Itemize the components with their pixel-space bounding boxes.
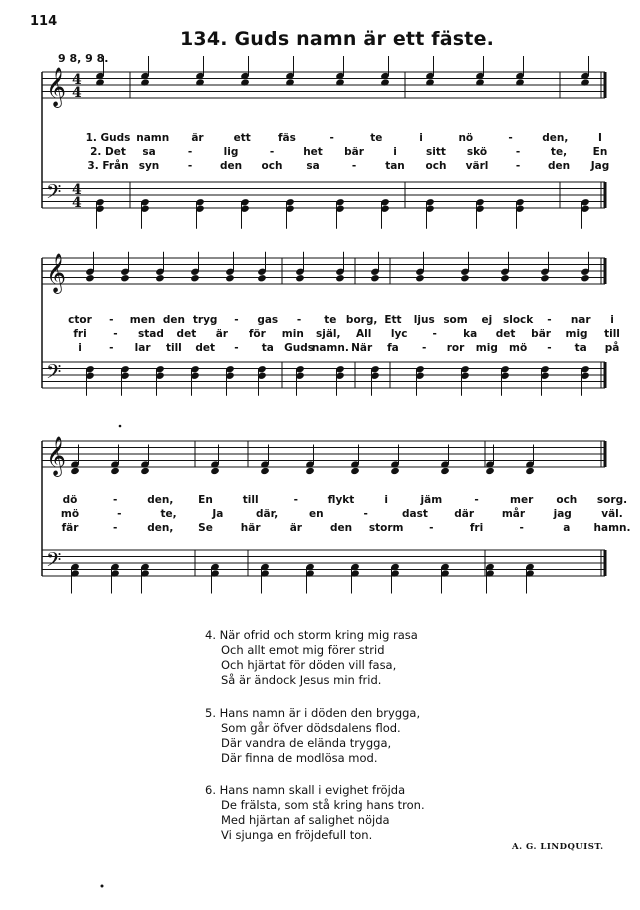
lyric-syllable: mig bbox=[475, 342, 498, 354]
bass-clef: 𝄢 bbox=[46, 180, 62, 208]
lyric-syllable: te, bbox=[160, 508, 177, 520]
lyric-syllable: - bbox=[187, 160, 193, 172]
lyric-syllable: All bbox=[356, 328, 372, 340]
lyric-syllable: syn bbox=[138, 160, 160, 172]
lyric-syllable: det bbox=[495, 328, 516, 340]
lyric-syllable: det bbox=[195, 342, 216, 354]
time-signature: 4 bbox=[72, 195, 82, 211]
lyric-syllable: mö bbox=[60, 508, 80, 520]
lyric-syllable: ej bbox=[481, 314, 493, 326]
lyric-syllable: sitt bbox=[426, 146, 446, 158]
lyric-syllable: tan bbox=[385, 160, 405, 172]
meter: 9 8, 9 8. bbox=[58, 52, 109, 65]
lyric-syllable: nar bbox=[570, 314, 591, 326]
stanza-line: 6. Hans namn skall i evighet fröjda bbox=[205, 783, 406, 797]
lyric-syllable: En bbox=[592, 146, 608, 158]
note-head bbox=[85, 274, 95, 282]
lyric-syllable: mer bbox=[510, 494, 534, 506]
lyric-syllable: Jag bbox=[590, 160, 610, 172]
lyric-syllable: men bbox=[129, 314, 156, 326]
note-head bbox=[350, 467, 360, 475]
lyric-syllable: namn bbox=[136, 132, 170, 144]
stanza-line: 5. Hans namn är i döden den brygga, bbox=[205, 706, 421, 720]
note-head bbox=[155, 274, 165, 282]
lyric-syllable: i bbox=[419, 132, 423, 144]
stanza-line: Som går öfver dödsdalens flod. bbox=[221, 721, 401, 735]
stanza-6 bbox=[205, 783, 425, 843]
note-head bbox=[440, 467, 450, 475]
lyric-syllable: - bbox=[269, 146, 275, 158]
note-head bbox=[120, 274, 130, 282]
lyric-syllable: Ett bbox=[384, 314, 402, 326]
lyric-syllable: ror bbox=[446, 342, 465, 354]
stanza-line: 4. När ofrid och storm kring mig rasa bbox=[205, 628, 418, 642]
lyric-syllable: i bbox=[610, 314, 614, 326]
note-head bbox=[190, 274, 200, 282]
time-signature: 4 bbox=[72, 182, 82, 198]
lyric-syllable: - bbox=[112, 494, 118, 506]
lyric-syllable: ka bbox=[463, 328, 478, 340]
lyric-syllable: här bbox=[240, 522, 261, 534]
lyric-syllable: I bbox=[598, 132, 602, 144]
lyric-syllable: fri bbox=[73, 328, 87, 340]
lyric-syllable: och bbox=[556, 494, 578, 506]
lyric-syllable: - bbox=[519, 522, 524, 534]
lyric-syllable: värl bbox=[465, 160, 489, 172]
time-signature: 4 bbox=[72, 85, 82, 101]
treble-clef: 𝄞 bbox=[46, 67, 67, 107]
lyric-syllable: väl. bbox=[601, 508, 623, 520]
lyric-syllable: borg, bbox=[345, 314, 378, 326]
lyric-syllable: är bbox=[215, 328, 228, 340]
lyric-syllable: den bbox=[162, 314, 185, 326]
note-head bbox=[460, 274, 470, 282]
note-head bbox=[225, 274, 235, 282]
lyric-syllable: - bbox=[515, 146, 521, 158]
page-mark bbox=[101, 885, 104, 888]
lyric-syllable: - bbox=[234, 314, 239, 326]
lyric-syllable: fa bbox=[387, 342, 399, 354]
stanza-line: Med hjärtan af salighet nöjda bbox=[221, 813, 390, 827]
lyric-syllable: 2. Det bbox=[90, 146, 126, 158]
note-head bbox=[70, 467, 80, 475]
lyric-syllable: ctor bbox=[68, 314, 92, 326]
lyric-syllable: - bbox=[474, 494, 479, 506]
lyric-syllable: lyc bbox=[390, 328, 408, 340]
lyric-syllable: Ja bbox=[212, 508, 224, 520]
lyric-syllable: jag bbox=[553, 508, 572, 520]
lyric-syllable: fär bbox=[61, 522, 79, 534]
lyric-syllable: dö bbox=[62, 494, 78, 506]
lyric-syllable: - bbox=[429, 522, 434, 534]
lyric-syllable: Guds bbox=[284, 342, 314, 354]
lyric-syllable: bär bbox=[344, 146, 364, 158]
lyric-syllable: - bbox=[351, 160, 357, 172]
lyric-syllable: - bbox=[117, 508, 122, 520]
stanza-line: Så är ändock Jesus min frid. bbox=[221, 673, 382, 687]
lyric-syllable: den bbox=[547, 160, 571, 172]
lyric-syllable: ta bbox=[574, 342, 587, 354]
note-head bbox=[540, 274, 550, 282]
note-head bbox=[295, 274, 305, 282]
note-head bbox=[110, 467, 120, 475]
lyric-syllable: ta bbox=[261, 342, 274, 354]
lyric-syllable: den bbox=[329, 522, 353, 534]
lyric-syllable: den, bbox=[542, 132, 569, 144]
lyric-syllable: - bbox=[547, 314, 552, 326]
lyric-syllable: min bbox=[281, 328, 304, 340]
lyric-syllable: fri bbox=[469, 522, 484, 534]
stanza-line: Vi sjunga en fröjdefull ton. bbox=[221, 828, 373, 842]
lyric-syllable: te, bbox=[550, 146, 568, 158]
lyric-syllable: lig bbox=[223, 146, 239, 158]
lyric-syllable: Se bbox=[198, 522, 213, 534]
lyric-syllable: dast bbox=[401, 508, 428, 520]
lyric-syllable: är bbox=[191, 132, 204, 144]
lyric-syllable: te bbox=[370, 132, 383, 144]
note-head bbox=[485, 467, 495, 475]
lyric-syllable: - bbox=[293, 494, 299, 506]
lyric-syllable: gas bbox=[257, 314, 279, 326]
author-credit: A. G. LINDQUIST. bbox=[512, 842, 604, 852]
note-head bbox=[260, 467, 270, 475]
lyric-syllable: i bbox=[384, 494, 388, 506]
lyric-syllable: - bbox=[432, 328, 437, 340]
stanza-4 bbox=[205, 628, 418, 688]
lyric-syllable: skö bbox=[466, 146, 488, 158]
treble-clef: 𝄞 bbox=[46, 253, 67, 293]
lyric-syllable: - bbox=[363, 508, 368, 520]
lyric-syllable: namn. bbox=[311, 342, 349, 354]
lyric-syllable: het bbox=[303, 146, 323, 158]
lyric-syllable: - bbox=[329, 132, 334, 144]
lyric-syllable: storm bbox=[368, 522, 404, 534]
lyric-syllable: den, bbox=[147, 494, 174, 506]
lyric-syllable: den, bbox=[147, 522, 174, 534]
lyric-syllable: sa bbox=[142, 146, 156, 158]
page-mark bbox=[119, 425, 122, 428]
lyric-syllable: a bbox=[563, 522, 571, 534]
note-head bbox=[580, 274, 590, 282]
lyric-syllable: När bbox=[351, 342, 373, 354]
lyric-syllable: slock bbox=[502, 314, 534, 326]
lyric-syllable: nö bbox=[458, 132, 474, 144]
lyric-syllable: - bbox=[547, 342, 552, 354]
note-head bbox=[210, 467, 220, 475]
stanza-line: De frälsta, som stå kring hans tron. bbox=[221, 798, 425, 812]
lyric-syllable: - bbox=[109, 314, 114, 326]
lyric-syllable: - bbox=[113, 328, 118, 340]
lyric-syllable: där, bbox=[255, 508, 279, 520]
lyric-syllable: jäm bbox=[420, 494, 443, 506]
lyric-syllable: hamn. bbox=[593, 522, 631, 534]
bass-clef: 𝄢 bbox=[46, 548, 62, 576]
lyric-syllable: ljus bbox=[413, 314, 435, 326]
stanza-line: Där vandra de elända trygga, bbox=[221, 736, 392, 750]
lyric-syllable: den bbox=[219, 160, 243, 172]
lyric-syllable: stad bbox=[137, 328, 164, 340]
stanza-5 bbox=[205, 706, 420, 766]
lyric-syllable: i bbox=[393, 146, 397, 158]
bass-clef: 𝄢 bbox=[46, 360, 62, 388]
lyric-syllable: - bbox=[515, 160, 521, 172]
note-head bbox=[140, 467, 150, 475]
lyric-syllable: som bbox=[443, 314, 468, 326]
lyric-syllable: för bbox=[248, 328, 266, 340]
lyric-syllable: 1. Guds bbox=[85, 132, 131, 144]
lyric-syllable: - bbox=[296, 314, 302, 326]
lyric-syllable: tryg bbox=[192, 314, 218, 326]
lyric-syllable: - bbox=[109, 342, 114, 354]
time-signature: 4 bbox=[72, 72, 82, 88]
lyric-syllable: är bbox=[289, 522, 302, 534]
hymn-title: 134. Guds namn är ett fäste. bbox=[180, 28, 495, 50]
lyric-syllable: en bbox=[309, 508, 324, 520]
lyric-syllable: lar bbox=[134, 342, 151, 354]
lyric-syllable: te bbox=[324, 314, 337, 326]
note-head bbox=[335, 274, 345, 282]
lyric-syllable: och bbox=[261, 160, 283, 172]
lyric-syllable: 3. Från bbox=[87, 160, 129, 172]
stanza-line: Och allt emot mig förer strid bbox=[221, 643, 385, 657]
lyric-syllable: mig bbox=[565, 328, 588, 340]
lyric-syllable: i bbox=[78, 342, 82, 354]
lyric-syllable: - bbox=[187, 146, 193, 158]
stanza-line: Där finna de modlösa mod. bbox=[221, 751, 378, 765]
lyric-syllable: fäs bbox=[277, 132, 296, 144]
note-head bbox=[390, 467, 400, 475]
lyric-syllable: och bbox=[425, 160, 447, 172]
lyric-syllable: - bbox=[422, 342, 427, 354]
lyric-syllable: En bbox=[198, 494, 213, 506]
lyric-syllable: till bbox=[165, 342, 182, 354]
lyric-syllable: själ, bbox=[316, 328, 341, 340]
note-head bbox=[525, 467, 535, 475]
lyric-syllable: sorg. bbox=[596, 494, 628, 506]
treble-clef: 𝄞 bbox=[46, 436, 67, 476]
lyric-syllable: - bbox=[234, 342, 239, 354]
lyric-syllable: till bbox=[242, 494, 259, 506]
lyric-syllable: det bbox=[176, 328, 197, 340]
lyric-syllable: - bbox=[508, 132, 513, 144]
note-head bbox=[415, 274, 425, 282]
note-head bbox=[500, 274, 510, 282]
lyric-syllable: - bbox=[112, 522, 118, 534]
lyric-syllable: mår bbox=[501, 508, 526, 520]
lyric-syllable: flykt bbox=[327, 494, 355, 506]
lyric-syllable: där bbox=[454, 508, 475, 520]
note-head bbox=[305, 467, 315, 475]
lyric-syllable: mö bbox=[509, 342, 528, 354]
lyric-syllable: ett bbox=[233, 132, 251, 144]
note-head bbox=[257, 274, 267, 282]
lyric-syllable: sa bbox=[306, 160, 320, 172]
lyric-syllable: på bbox=[604, 342, 620, 354]
lyric-syllable: bär bbox=[531, 328, 551, 340]
lyric-syllable: till bbox=[604, 328, 620, 340]
stanza-line: Och hjärtat för döden vill fasa, bbox=[221, 658, 397, 672]
page-number: 114 bbox=[30, 14, 58, 29]
note-head bbox=[370, 274, 380, 282]
